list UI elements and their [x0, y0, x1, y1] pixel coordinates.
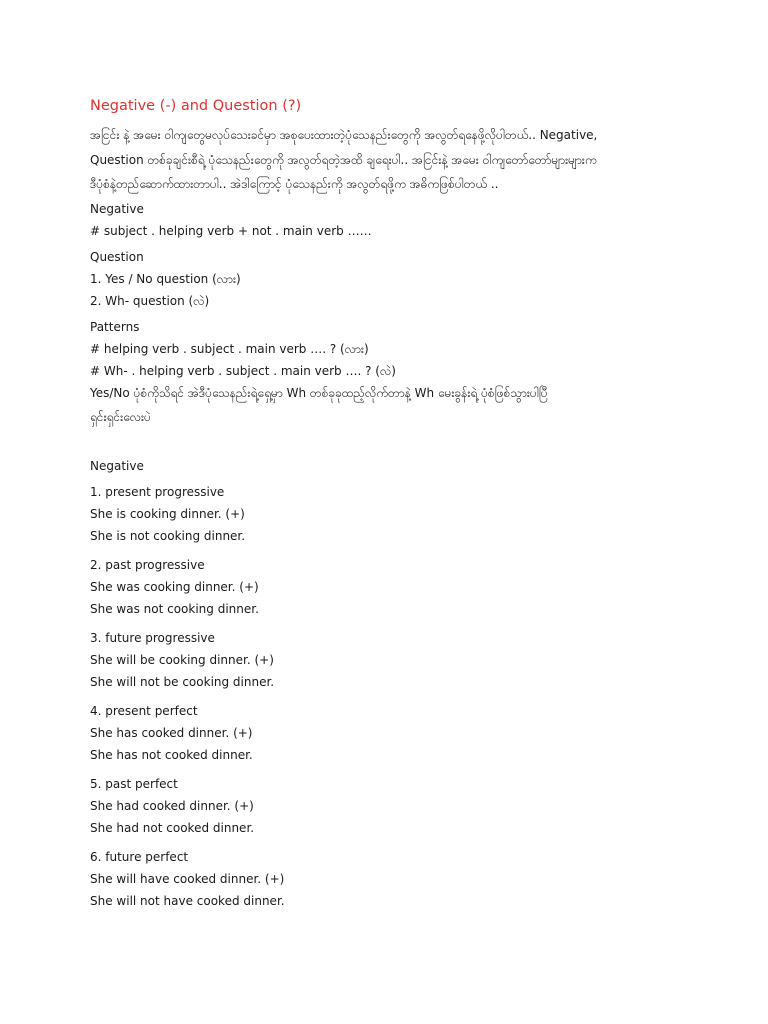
- question-item: 2. Wh- question (လဲ): [90, 293, 210, 308]
- intro-line: ဒီပုံစံနဲ့တည်ဆောက်ထားတာပါ.. အဲဒါကြောင့် ပုံသေနည်းကို အလွတ်ရဖို့က အဓိကဖြစ်ပါတယ် ..: [90, 177, 499, 191]
- example-negative: She was not cooking dinner.: [90, 601, 259, 616]
- page-title: Negative (-) and Question (?): [90, 98, 302, 114]
- example-negative: She will not be cooking dinner.: [90, 674, 275, 689]
- intro-paragraph: [90, 124, 690, 196]
- patterns-note-line: ရှင်းရှင်းလေးပဲ: [90, 410, 151, 424]
- intro-line: အငြင်း နဲ့ အမေး ဝါကျတွေမလုပ်သေးခင်မှာ အစုပေးထားတဲ့ပုံသေနည်းတွေကို အလွတ်ရနေဖို့လိုပါတယ်.. Negative,: [90, 128, 598, 142]
- example-block: [90, 481, 690, 547]
- example-tense: 3. future progressive: [90, 630, 215, 645]
- patterns-heading: Patterns: [90, 319, 140, 334]
- example-positive: She will be cooking dinner. (+): [90, 652, 274, 667]
- example-tense: 5. past perfect: [90, 776, 178, 791]
- example-positive: She is cooking dinner. (+): [90, 506, 245, 521]
- example-block: [90, 700, 690, 766]
- example-negative: She will not have cooked dinner.: [90, 893, 285, 908]
- example-negative: She is not cooking dinner.: [90, 528, 246, 543]
- negative-formula: # subject . helping verb + not . main verb ……: [90, 223, 372, 238]
- example-negative: She had not cooked dinner.: [90, 820, 255, 835]
- example-block: [90, 846, 690, 912]
- example-tense: 1. present progressive: [90, 484, 225, 499]
- question-section: [90, 246, 690, 312]
- example-tense: 6. future perfect: [90, 849, 189, 864]
- document-page: [90, 96, 690, 912]
- example-tense: 2. past progressive: [90, 557, 205, 572]
- intro-line: Question တစ်ခုချင်းစီရဲ့ ပုံသေနည်းတွေကို အလွတ်ရတဲ့အထိ ချရေးပါ.. အငြင်းနဲ့ အမေး ဝါကျတော်တော်များများက: [90, 152, 597, 167]
- question-item: 1. Yes / No question (လား): [90, 271, 241, 286]
- example-tense: 4. present perfect: [90, 703, 198, 718]
- example-block: [90, 773, 690, 839]
- example-block: [90, 554, 690, 620]
- pattern-line: # Wh- . helping verb . subject . main verb …. ? (လဲ): [90, 363, 396, 378]
- example-positive: She was cooking dinner. (+): [90, 579, 259, 594]
- patterns-note-line: Yes/No ပုံစံကိုသိရင် အဲဒီပုံသေနည်းရဲ့ရှေ့မှာ Wh တစ်ခုခုထည့်လိုက်တာနဲ့ Wh မေးခွန်းရဲ့ ပုံစံဖြစ်သွားပါပြီ: [90, 385, 548, 400]
- example-negative: She has not cooked dinner.: [90, 747, 253, 762]
- negative-formula-section: [90, 198, 690, 242]
- examples-heading: Negative: [90, 458, 144, 473]
- patterns-section: [90, 316, 690, 429]
- example-positive: She had cooked dinner. (+): [90, 798, 254, 813]
- question-heading: Question: [90, 249, 144, 264]
- example-positive: She will have cooked dinner. (+): [90, 871, 285, 886]
- pattern-line: # helping verb . subject . main verb …. ? (လား): [90, 341, 369, 356]
- example-positive: She has cooked dinner. (+): [90, 725, 253, 740]
- negative-heading: Negative: [90, 201, 144, 216]
- example-block: [90, 627, 690, 693]
